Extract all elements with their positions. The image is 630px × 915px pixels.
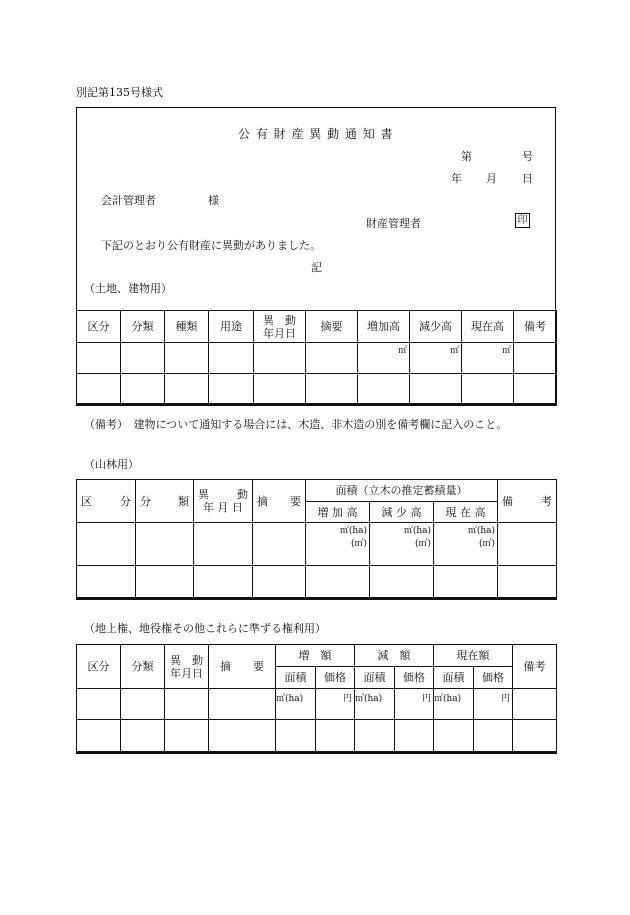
unit-sqm-ha: ㎡(ha) <box>434 694 462 704</box>
unit-sqm-paren: (㎡) <box>414 539 431 549</box>
header-tekiyo: 摘 要 <box>253 480 306 523</box>
header-kakaku: 価格 <box>316 667 355 689</box>
unit-sqm-ha: ㎡(ha) <box>355 694 383 704</box>
unit-yen: 円 <box>342 694 352 704</box>
header-kubun: 区 分 <box>77 480 136 523</box>
document-title: 公 有 財 産 異 動 通 知 書 <box>238 127 394 141</box>
unit-yen: 円 <box>500 694 510 704</box>
unit-yen: 円 <box>421 694 431 704</box>
unit-sqm: ㎡ <box>397 346 407 356</box>
section1-label: （土地、建物用） <box>84 282 172 295</box>
unit-sqm-ha: ㎡(ha) <box>467 526 496 536</box>
section3-label: （地上権、地役権その他これらに準ずる権利用） <box>84 622 326 635</box>
header-gengaku: 減 額 <box>355 645 434 667</box>
header-zoka: 増 加 高 <box>306 502 370 523</box>
header-genzai: 現在高 <box>462 311 514 343</box>
header-biko: 備 考 <box>498 480 557 523</box>
header-ido-date: 異 動 年月日 <box>254 311 306 343</box>
header-kubun: 区分 <box>77 311 121 343</box>
header-zoka: 増加高 <box>358 311 410 343</box>
date-month: 月 <box>486 172 497 185</box>
header-menseki: 面積 <box>434 667 474 689</box>
header-gensho: 減 少 高 <box>370 502 434 523</box>
table-row <box>77 689 557 720</box>
header-bunrui: 分 類 <box>136 480 194 523</box>
unit-sqm-ha: ㎡(ha) <box>339 526 367 536</box>
forest-table <box>76 479 557 600</box>
header-ido-date: 異 動 年 月 日 <box>194 480 253 523</box>
date-year: 年 <box>451 172 462 185</box>
form-number: 別記第135号様式 <box>76 86 163 99</box>
header-shurui: 種類 <box>165 311 209 343</box>
unit-sqm-paren: (㎡) <box>350 539 367 549</box>
header-area: 面積（立木の推定蓄積量） <box>306 480 498 502</box>
unit-sqm-ha: ㎡(ha) <box>403 526 431 536</box>
number-go: 号 <box>522 150 533 163</box>
table-row <box>77 566 557 599</box>
seal-stamp: 印 <box>515 213 530 228</box>
header-kakaku: 価格 <box>395 667 434 689</box>
header-bunrui: 分類 <box>121 311 165 343</box>
header-genzaigaku: 現在額 <box>434 645 513 667</box>
header-biko: 備考 <box>514 311 557 343</box>
header-yoto: 用途 <box>209 311 254 343</box>
header-biko: 備考 <box>513 645 557 689</box>
sender-name: 財産管理者 <box>366 217 421 230</box>
table-row <box>77 523 557 566</box>
date-day: 日 <box>522 172 533 185</box>
number-dai: 第 <box>461 150 472 163</box>
header-genzai: 現 在 高 <box>434 502 498 523</box>
unit-sqm-paren: (㎡) <box>478 539 496 549</box>
notice-message: 下記のとおり公有財産に異動がありました。 <box>101 239 321 252</box>
addressee-name: 会計管理者 <box>101 194 156 207</box>
header-tekiyo: 摘要 <box>306 311 358 343</box>
table-row <box>77 720 557 753</box>
unit-sqm: ㎡ <box>501 346 511 356</box>
header-menseki: 面積 <box>276 667 316 689</box>
header-bunrui: 分類 <box>121 645 165 689</box>
table-row <box>77 374 557 405</box>
ki-label: 記 <box>311 261 322 274</box>
section2-label: （山林用） <box>84 458 139 471</box>
building-note: （備考） 建物について通知する場合には、木造、非木造の別を備考欄に記入のこと。 <box>84 418 508 431</box>
rights-table <box>76 644 557 754</box>
land-building-table <box>76 310 557 406</box>
unit-sqm: ㎡ <box>449 346 459 356</box>
header-menseki: 面積 <box>355 667 395 689</box>
header-kubun: 区分 <box>77 645 121 689</box>
header-ido-date: 異 動 年月日 <box>165 645 209 689</box>
header-zogaku: 増 額 <box>276 645 355 667</box>
header-tekiyo: 摘 要 <box>209 645 276 689</box>
addressee-sama: 様 <box>208 194 219 207</box>
table-row <box>77 343 557 374</box>
header-gensho: 減少高 <box>410 311 462 343</box>
unit-sqm-ha: ㎡(ha) <box>276 694 304 704</box>
header-kakaku: 価格 <box>474 667 513 689</box>
